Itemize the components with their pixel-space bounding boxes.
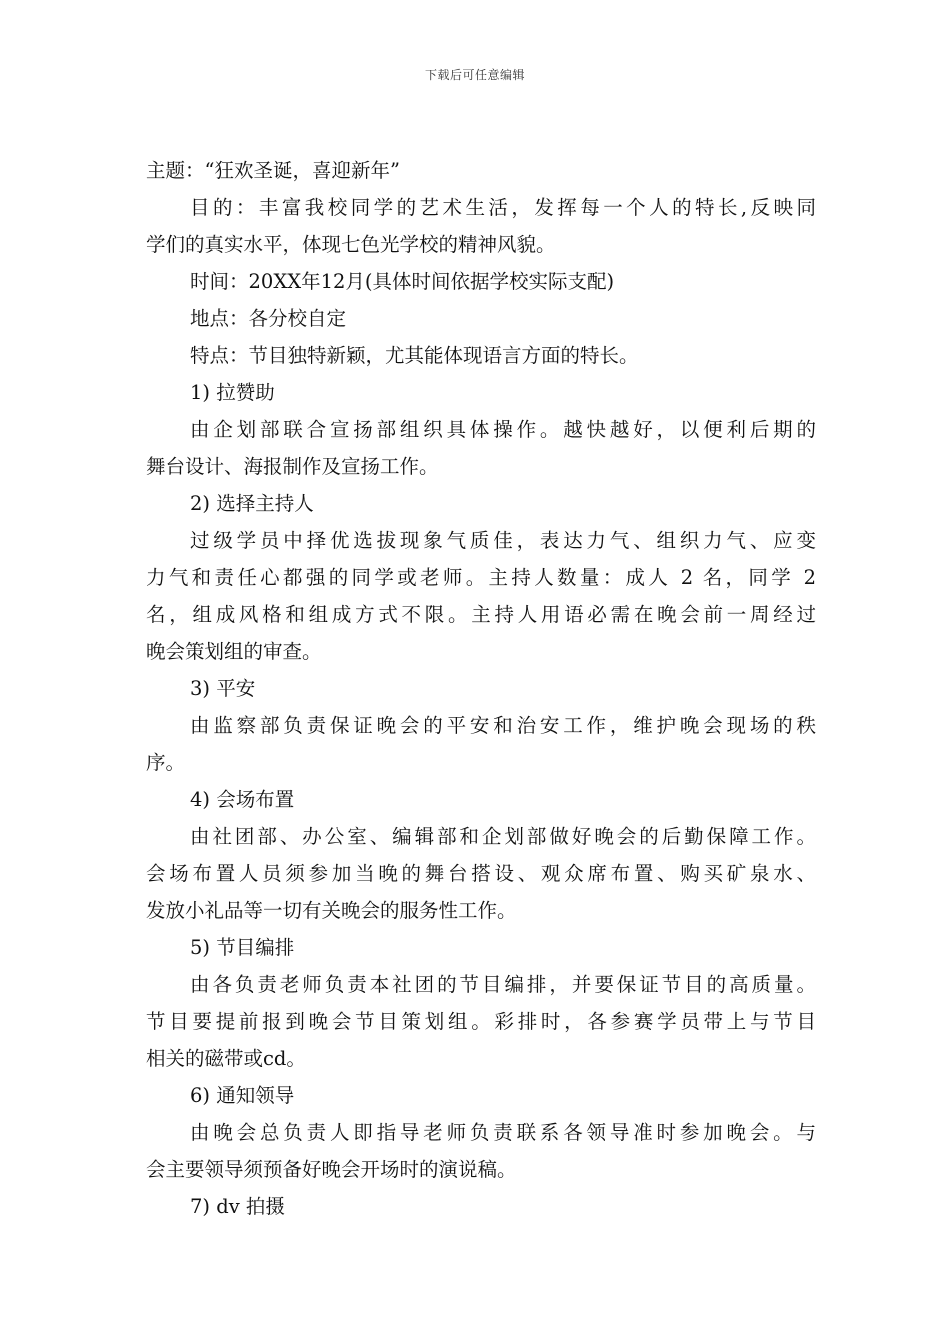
text-line: 地点：各分校自定	[190, 307, 347, 330]
text-line: 节目要提前报到晚会节目策划组。彩排时，各参赛学员带上与节目	[146, 1010, 816, 1033]
section-heading: 1) 拉赞助	[190, 381, 275, 404]
text-line: 序。	[146, 751, 186, 774]
text-line: 学们的真实水平，体现七色光学校的精神风貌。	[146, 233, 556, 256]
text-line: 主题：“狂欢圣诞，喜迎新年”	[146, 159, 400, 182]
text-line: 特点：节目独特新颖，尤其能体现语言方面的特长。	[190, 344, 639, 367]
text-line: 发放小礼品等一切有关晚会的服务性工作。	[146, 899, 517, 922]
section-heading: 6) 通知领导	[190, 1084, 295, 1107]
text-line: 时间：20XX年12月(具体时间依据学校实际支配)	[190, 270, 615, 293]
text-line: 由监察部负责保证晚会的平安和治安工作，维护晚会现场的秩	[190, 714, 816, 737]
section-heading: 3) 平安	[190, 677, 256, 700]
text-line: 名，组成风格和组成方式不限。主持人用语必需在晚会前一周经过	[146, 603, 816, 626]
text-line: 力气和责任心都强的同学或老师。主持人数量：成人 2 名，同学 2	[146, 566, 816, 589]
text-line: 晚会策划组的审查。	[146, 640, 322, 663]
section-heading: 5) 节目编排	[190, 936, 295, 959]
text-line: 相关的磁带或cd。	[146, 1047, 306, 1070]
section-heading: 2) 选择主持人	[190, 492, 314, 515]
text-line: 由企划部联合宣扬部组织具体操作。越快越好，以便利后期的	[190, 418, 816, 441]
text-line: 由社团部、办公室、编辑部和企划部做好晚会的后勤保障工作。	[190, 825, 816, 848]
text-line: 过级学员中择优选拔现象气质佳，表达力气、组织力气、应变	[190, 529, 816, 552]
document-body	[146, 152, 816, 1225]
section-heading: 4) 会场布置	[190, 788, 295, 811]
text-line: 舞台设计、海报制作及宣扬工作。	[146, 455, 439, 478]
section-heading: 7) dv 拍摄	[190, 1195, 285, 1218]
text-line: 会场布置人员须参加当晚的舞台搭设、观众席布置、购买矿泉水、	[146, 862, 816, 885]
text-line: 由晚会总负责人即指导老师负责联系各领导准时参加晚会。与	[190, 1121, 816, 1144]
text-line: 目的：丰富我校同学的艺术生活，发挥每一个人的特长,反映同	[190, 196, 816, 219]
text-line: 由各负责老师负责本社团的节目编排，并要保证节目的高质量。	[190, 973, 816, 996]
text-line: 会主要领导须预备好晚会开场时的演说稿。	[146, 1158, 517, 1181]
page-header-note: 下载后可任意编辑	[424, 68, 525, 82]
